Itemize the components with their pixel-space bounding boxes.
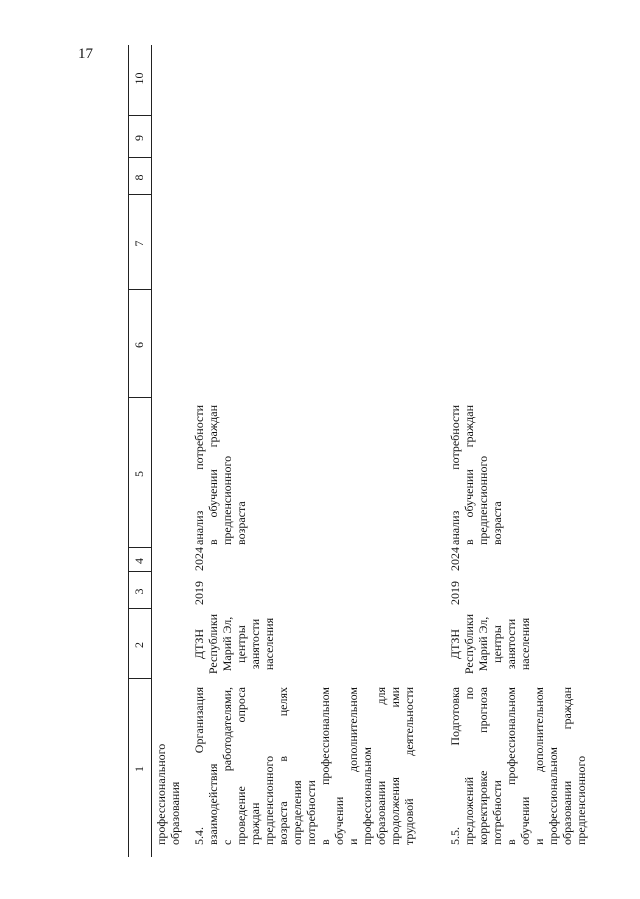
measure-line: потребности <box>490 780 504 845</box>
column-header-2: 2 <box>132 642 146 648</box>
responsible-line: Марий Эл, <box>476 616 490 672</box>
start-year: 2019 <box>448 581 462 605</box>
column-header-5: 5 <box>132 471 146 477</box>
measure-line: 5.4. Организация <box>192 687 206 845</box>
result-line: в обучении граждан <box>462 405 476 545</box>
rotated-table <box>128 45 640 857</box>
table <box>128 45 640 857</box>
column-header-9: 9 <box>132 135 146 141</box>
responsible-line: центры <box>234 625 248 663</box>
column-divider <box>129 571 151 572</box>
column-header-3: 3 <box>132 588 146 595</box>
measure-line: корректировке прогноза <box>476 687 490 845</box>
measure-line: 5.5. Подготовка <box>448 687 462 845</box>
column-divider <box>129 115 151 116</box>
measure-line: возраста в целях <box>276 687 290 845</box>
responsible-cell <box>192 613 276 675</box>
measure-line: обучении <box>518 796 532 845</box>
measure-line: с работодателями, <box>220 687 234 845</box>
responsible-line: занятости <box>248 618 262 670</box>
result-line: возраста <box>234 501 248 545</box>
column-divider <box>129 397 151 398</box>
measure-line: профессиональном <box>360 747 374 845</box>
column-divider <box>129 547 151 548</box>
measure-line: потребности <box>304 780 318 845</box>
continuation-line: образования <box>168 781 182 845</box>
column-header-10: 10 <box>132 72 146 85</box>
column-header-1: 1 <box>132 766 146 772</box>
responsible-line: населения <box>262 617 276 671</box>
end-year: 2024 <box>192 547 206 571</box>
column-header-6: 6 <box>132 342 146 348</box>
measure-line: образовании для <box>374 687 388 845</box>
measure-line: взаимодействия <box>206 763 220 845</box>
column-divider <box>129 157 151 158</box>
measure-line: образовании граждан <box>560 687 574 845</box>
responsible-line: занятости <box>504 618 518 670</box>
column-header-7: 7 <box>132 240 146 247</box>
result-line: анализ потребности <box>448 405 462 545</box>
result-line: предпенсионного <box>220 455 234 545</box>
measure-line: и дополнительном <box>532 687 546 845</box>
responsible-line: Республики <box>462 613 476 675</box>
result-line: возраста <box>490 501 504 545</box>
responsible-line: населения <box>518 617 532 671</box>
result-line: предпенсионного <box>476 455 490 545</box>
measure-line: предпенсионного <box>262 755 276 845</box>
column-divider <box>129 289 151 290</box>
measure-line: продолжения ими <box>388 687 402 845</box>
measure-line: граждан <box>248 802 262 845</box>
column-header-8: 8 <box>132 174 146 181</box>
responsible-line: ДТЗН <box>448 628 462 660</box>
continuation-line: профессионального <box>154 743 168 845</box>
measure-line: предложений по <box>462 687 476 845</box>
responsible-line: центры <box>490 625 504 663</box>
measure-line: определения <box>290 780 304 845</box>
responsible-line: ДТЗН <box>192 628 206 660</box>
table-header <box>128 45 152 857</box>
measure-cell <box>448 687 588 845</box>
measure-line: в профессиональном <box>504 687 518 845</box>
measure-line: в профессиональном <box>318 687 332 845</box>
result-line: анализ потребности <box>192 405 206 545</box>
end-year: 2024 <box>448 547 462 571</box>
column-divider <box>129 678 151 679</box>
measure-line: трудовой деятельности <box>402 687 416 845</box>
measure-line: профессиональном <box>546 747 560 845</box>
result-cell <box>448 405 504 545</box>
responsible-line: Республики <box>206 613 220 675</box>
column-divider <box>129 608 151 609</box>
column-header-4: 4 <box>132 558 146 564</box>
measure-line: предпенсионного <box>574 755 588 845</box>
result-line: в обучении граждан <box>206 405 220 545</box>
measure-line: проведение опроса <box>234 687 248 845</box>
page-number: 17 <box>78 46 93 62</box>
column-divider <box>129 194 151 195</box>
result-cell <box>192 405 248 545</box>
start-year: 2019 <box>192 581 206 605</box>
responsible-cell <box>448 613 532 675</box>
measure-line: обучении <box>332 796 346 845</box>
measure-cell <box>192 687 416 845</box>
continuation-text <box>154 744 182 845</box>
responsible-line: Марий Эл, <box>220 616 234 672</box>
measure-line: и дополнительном <box>346 687 360 845</box>
